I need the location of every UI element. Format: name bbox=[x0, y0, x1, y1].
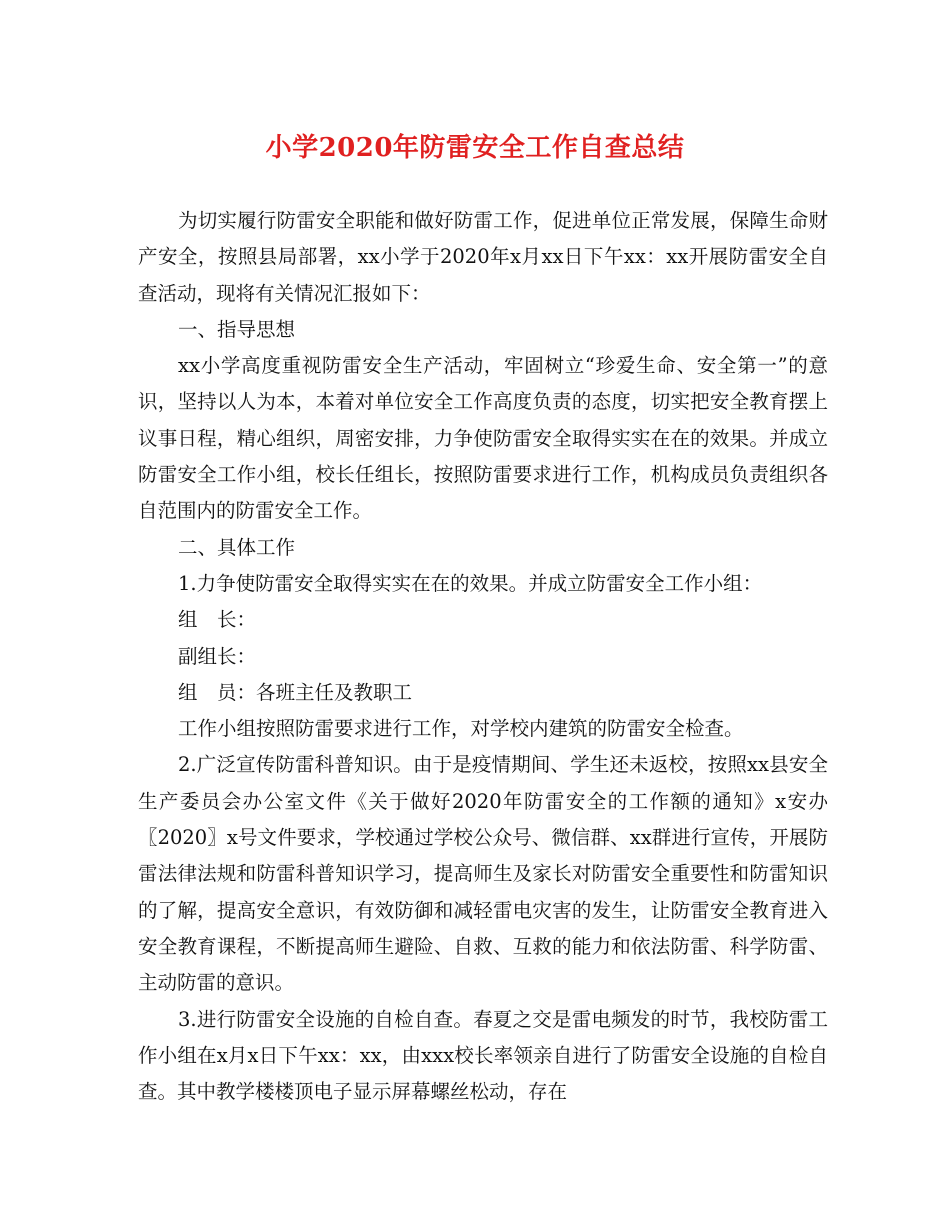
body-paragraph: 副组长： bbox=[178, 644, 257, 668]
body-paragraph: 一、指导思想 bbox=[178, 317, 296, 341]
body-paragraph: 1.力争使防雷安全取得实实在在的效果。并成立防雷安全工作小组： bbox=[178, 571, 763, 595]
body-paragraph: 3.进行防雷安全设施的自检自查。春夏之交是雷电频发的时节，我校防雷工作小组在x月x日下午xx：xx，由xxx校长率领亲自进行了防雷安全设施的自检自查。其中教学楼楼顶电子显示屏幕螺丝松动，存在 bbox=[138, 1007, 828, 1104]
body-paragraph: xx小学高度重视防雷安全生产活动，牢固树立“珍爱生命、安全第一”的意识，坚持以人为本，本着对单位安全工作高度负责的态度，切实把安全教育摆上议事日程，精心组织，周密安排，力争使防雷安全取得实实在在的效果。并成立防雷安全工作小组，校长任组长，按照防雷要求进行工作，机构成员负责组织各自范围内的防雷安全工作。 bbox=[138, 354, 828, 523]
body-paragraph: 二、具体工作 bbox=[178, 535, 296, 559]
body-paragraph: 组 员：各班主任及教职工 bbox=[178, 680, 413, 704]
document-body bbox=[138, 203, 828, 1110]
body-paragraph: 工作小组按照防雷要求进行工作，对学校内建筑的防雷安全检查。 bbox=[178, 717, 744, 741]
body-paragraph: 组 长： bbox=[178, 608, 257, 632]
body-paragraph: 2.广泛宣传防雷科普知识。由于是疫情期间、学生还未返校，按照xx县安全生产委员会办公室文件《关于做好2020年防雷安全的工作额的通知》x安办〖2020〗x号文件要求，学校通过学校公众号、微信群、xx群进行宣传，开展防雷法律法规和防雷科普知识学习，提高师生及家长对防雷安全重要性和防雷知识的了解，提高安全意识，有效防御和减轻雷电灾害的发生，让防雷安全教育进入安全教育课程，不断提高师生避险、自救、互救的能力和依法防雷、科学防雷、主动防雷的意识。 bbox=[138, 753, 828, 995]
document-title: 小学2020年防雷安全工作自查总结 bbox=[265, 133, 685, 163]
body-paragraph: 为切实履行防雷安全职能和做好防雷工作，促进单位正常发展，保障生命财产安全，按照县局部署，xx小学于2020年x月xx日下午xx：xx开展防雷安全自查活动，现将有关情况汇报如下： bbox=[138, 209, 828, 305]
